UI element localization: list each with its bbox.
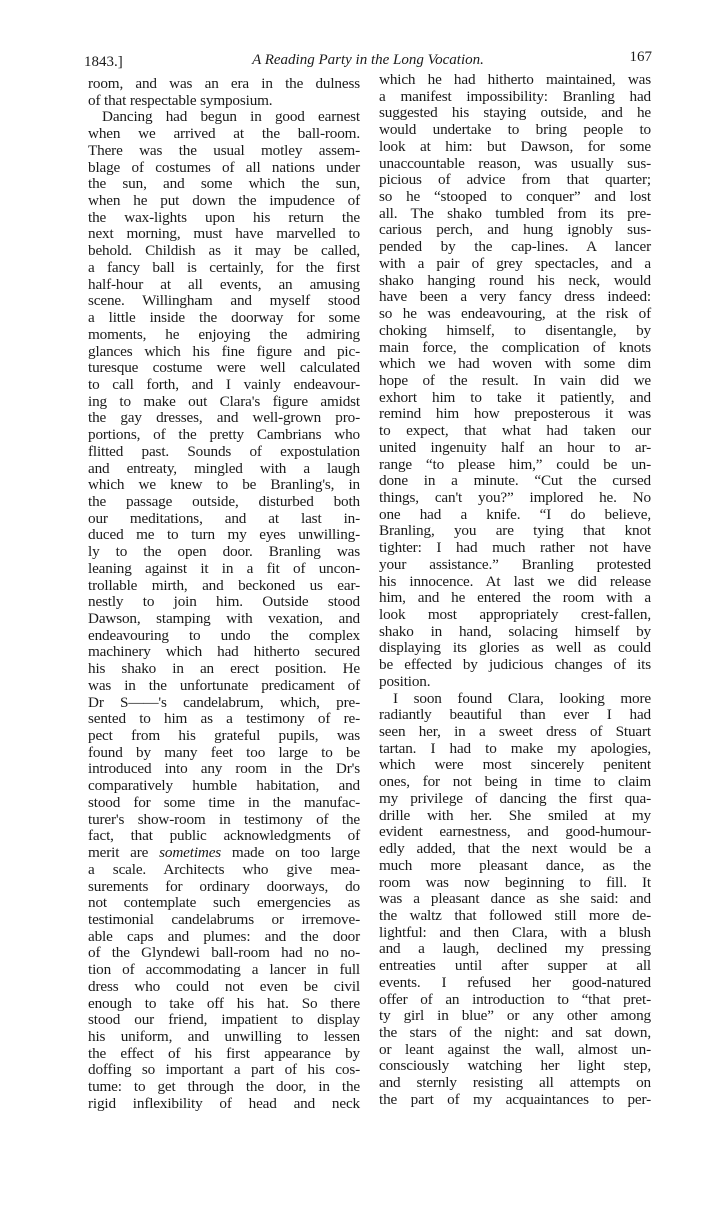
text-line: his innocence. At last we did release	[379, 572, 651, 590]
text-line: the effect of his first appearance by	[88, 1044, 360, 1062]
text-line: remind him how preposterous it was	[379, 405, 651, 423]
text-line: which were most sincerely penitent	[379, 756, 651, 774]
header-year: 1843.]	[84, 54, 123, 70]
text-line: main force, the complication of knots	[379, 338, 651, 356]
text-line: ly to the open door. Branling was	[88, 543, 360, 561]
text-line: was in the unfortunate predicament of	[88, 676, 360, 694]
text-line: with a pair of grey spectacles, and a	[379, 254, 651, 272]
text-line: a fancy ball is certainly, for the first	[88, 258, 360, 276]
text-line: unaccountable reason, was usually sus-	[379, 154, 651, 172]
text-line: trollable mirth, and beckoned us ear-	[88, 576, 360, 594]
text-line: drille with her. She smiled at my	[379, 806, 651, 824]
text-line: suggested his staying outside, and he	[379, 104, 651, 122]
italic-text: sometimes	[159, 844, 222, 862]
text-line: which we knew to be Branling's, in	[88, 476, 360, 494]
text-line: surements for ordinary doorways, do	[88, 877, 360, 895]
text-line: so he “stooped to conquer” and lost	[379, 188, 651, 206]
text-line: room was now beginning to fill. It	[379, 873, 651, 891]
text-line: united ingenuity half an hour to ar-	[379, 438, 651, 456]
text-line: stood for some time in the manufac-	[88, 793, 360, 811]
text-line: range “to please him,” could be un-	[379, 455, 651, 473]
text-column-right	[379, 72, 651, 1109]
text-line: of that respectable symposium.	[88, 91, 273, 109]
text-line: behold. Childish as it may be called,	[88, 242, 360, 260]
text-line: one had a knife. “I do believe,	[379, 505, 651, 523]
text-line: evident earnestness, and good-humour-	[379, 823, 651, 841]
text-line: exhort him to take it patiently, and	[379, 388, 651, 406]
text-line: to expect, that what had taken our	[379, 422, 651, 440]
text-column-left	[88, 76, 360, 1113]
text-line: look at him: but Dawson, for some	[379, 137, 651, 155]
text-line: and a laugh, declined my pressing	[379, 940, 651, 958]
text-line: when he put down the impudence of	[88, 192, 360, 210]
text-line: machinery which had hitherto secured	[88, 643, 360, 661]
text-line: blage of costumes of all nations under	[88, 158, 360, 176]
text-line: done in a minute. “Cut the cursed	[379, 472, 651, 490]
text-line: nestly to join him. Outside stood	[88, 593, 360, 611]
text-line: moments, he enjoying the admiring	[88, 325, 360, 343]
text-line: duced me to turn my eyes unwilling-	[88, 526, 360, 544]
text-line: the wax-lights upon his return the	[88, 208, 360, 226]
text-line: pended by the cap-lines. A lancer	[379, 238, 651, 256]
text-line: of the Glyndewi ball-room had no no-	[88, 944, 360, 962]
text-line: the sun, and some which the sun,	[88, 175, 360, 193]
text-line: ty girl in blue” or any other among	[379, 1007, 651, 1025]
text-line: your assistance.” Branling protested	[379, 555, 651, 573]
text-line: rigid inflexibility of head and neck	[88, 1094, 360, 1112]
text-line: the passage outside, disturbed both	[88, 492, 360, 510]
text-line: carious perch, and hung ignobly sus-	[379, 221, 651, 239]
text-line: which we had woven with some dim	[379, 355, 651, 373]
text-line: look most appropriately crest-fallen,	[379, 606, 651, 623]
text-line: entreaties until after supper at all	[379, 957, 651, 975]
text-line: testimonial candelabrums or irremove-	[88, 910, 360, 928]
text-line: able caps and plumes: and the door	[88, 927, 360, 945]
text-line: be effected by judicious changes of its	[379, 656, 651, 674]
text-line: events. I refused her good-natured	[379, 973, 651, 991]
text-line: a little inside the doorway for some	[88, 309, 360, 327]
text-line	[88, 845, 360, 862]
text-line: was a pleasant dance as she said: and	[379, 890, 651, 908]
text-line: would undertake to bring people to	[379, 121, 651, 139]
text-line: There was the usual motley assem-	[88, 141, 360, 159]
text-line: comparatively humble habitation, and	[88, 777, 360, 795]
text-line: his uniform, and unwilling to lessen	[88, 1027, 360, 1045]
text-segment: made on too large	[221, 844, 360, 862]
text-line: edly added, that the next would be a	[379, 840, 651, 858]
text-line: and entreaty, mingled with a laugh	[88, 459, 360, 477]
text-line: position.	[379, 672, 431, 690]
text-line: choking himself, to disentangle, by	[379, 321, 651, 339]
text-line: offer of an introduction to “that pret-	[379, 990, 651, 1008]
page-number: 167	[629, 49, 652, 65]
text-line: or leant against the wall, almost un-	[379, 1040, 651, 1058]
text-line: so he was endeavouring, at the risk of	[379, 305, 651, 323]
text-line: and sternly resisting all attempts on	[379, 1074, 651, 1092]
text-line: consciously watching her light step,	[379, 1057, 651, 1075]
text-line: the waltz that followed still more de-	[379, 906, 651, 924]
text-line: fact, that public acknowledgments of	[88, 827, 360, 845]
text-line: found by many feet too large to be	[88, 743, 360, 761]
text-line: Branling, you are tying that knot	[379, 522, 651, 540]
text-line: stood our friend, impatient to display	[88, 1011, 360, 1029]
text-line: to call forth, and I vainly endeavour-	[88, 375, 360, 393]
running-header	[84, 49, 652, 72]
text-line: displaying its glories as well as could	[379, 639, 651, 657]
text-line: the stars of the night: and sat down,	[379, 1023, 651, 1041]
text-line: flitted past. Sounds of expostulation	[88, 442, 360, 460]
text-line: tion of accommodating a lancer in full	[88, 961, 360, 979]
text-segment: merit are	[88, 844, 160, 862]
text-line: shako in hand, solacing himself by	[379, 622, 651, 640]
text-line: enough to take off his hat. So there	[88, 994, 360, 1012]
text-line: tighter: I had much rather not have	[379, 539, 651, 557]
text-line: which he had hitherto maintained, was	[379, 71, 651, 88]
text-line: his shako in an erect position. He	[88, 660, 360, 678]
text-line: tume: to get through the door, in the	[88, 1078, 360, 1096]
text-line: Dawson, stamping with vexation, and	[88, 610, 360, 627]
text-line: tartan. I had to make my apologies,	[379, 739, 651, 757]
text-line: Dancing had begun in good earnest	[102, 108, 360, 126]
text-line: a scale. Architects who give mea-	[88, 860, 360, 878]
text-line: lightful: and then Clara, with a blush	[379, 923, 651, 941]
text-line: shako hanging round his neck, would	[379, 271, 651, 289]
text-line: leaning against it in a fit of uncon-	[88, 559, 360, 577]
text-line: glances which his fine figure and pic-	[88, 342, 360, 360]
text-line: have been a very fancy dress indeed:	[379, 288, 651, 306]
text-line: ones, for not being in time to claim	[379, 773, 651, 791]
text-line: sented to him as a testimony of re-	[88, 710, 360, 728]
text-line: endeavouring to undo the complex	[88, 626, 360, 644]
text-line: half-hour at all events, an amusing	[88, 275, 360, 293]
text-line: Dr S——'s candelabrum, which, pre-	[88, 693, 360, 711]
text-line: my privilege of dancing the first qua-	[379, 789, 651, 807]
text-line: room, and was an era in the dulness	[88, 75, 360, 92]
text-line: scene. Willingham and myself stood	[88, 292, 360, 310]
text-line: all. The shako tumbled from its pre-	[379, 204, 651, 222]
text-line: turer's show-room in testimony of the	[88, 810, 360, 828]
text-line: a manifest impossibility: Branling had	[379, 87, 651, 105]
text-line: seen her, in a sweet dress of Stuart	[379, 723, 651, 741]
text-line: pect from his grateful pupils, was	[88, 727, 360, 745]
text-line: portions, of the pretty Cambrians who	[88, 426, 360, 444]
text-line: when we arrived at the ball-room.	[88, 125, 360, 143]
text-line: the gay dresses, and well-grown pro-	[88, 409, 360, 427]
text-line: turesque costume were well calculated	[88, 359, 360, 377]
text-line: radiantly beautiful than ever I had	[379, 706, 651, 724]
text-line: introduced into any room in the Dr's	[88, 760, 360, 778]
text-line: I soon found Clara, looking more	[393, 689, 651, 707]
text-line: him, and he entered the room with a	[379, 589, 651, 607]
text-line: dress who could not even be civil	[88, 977, 360, 995]
text-line: things, can't you?” implored he. No	[379, 488, 651, 506]
text-line: not contemplate such emergencies as	[88, 894, 360, 912]
text-line: next morning, must have marvelled to	[88, 225, 360, 243]
text-line: the part of my acquaintances to per-	[379, 1090, 651, 1108]
text-line: ing to make out Clara's figure amidst	[88, 392, 360, 410]
text-line: much more pleasant dance, as the	[379, 856, 651, 874]
header-title: A Reading Party in the Long Vocation.	[252, 52, 484, 68]
text-line: hope of the result. In vain did we	[379, 371, 651, 389]
text-line: doffing so important a part of his cos-	[88, 1061, 360, 1079]
text-line: our meditations, and at last in-	[88, 509, 360, 527]
text-line: picious of advice from that quarter;	[379, 171, 651, 189]
